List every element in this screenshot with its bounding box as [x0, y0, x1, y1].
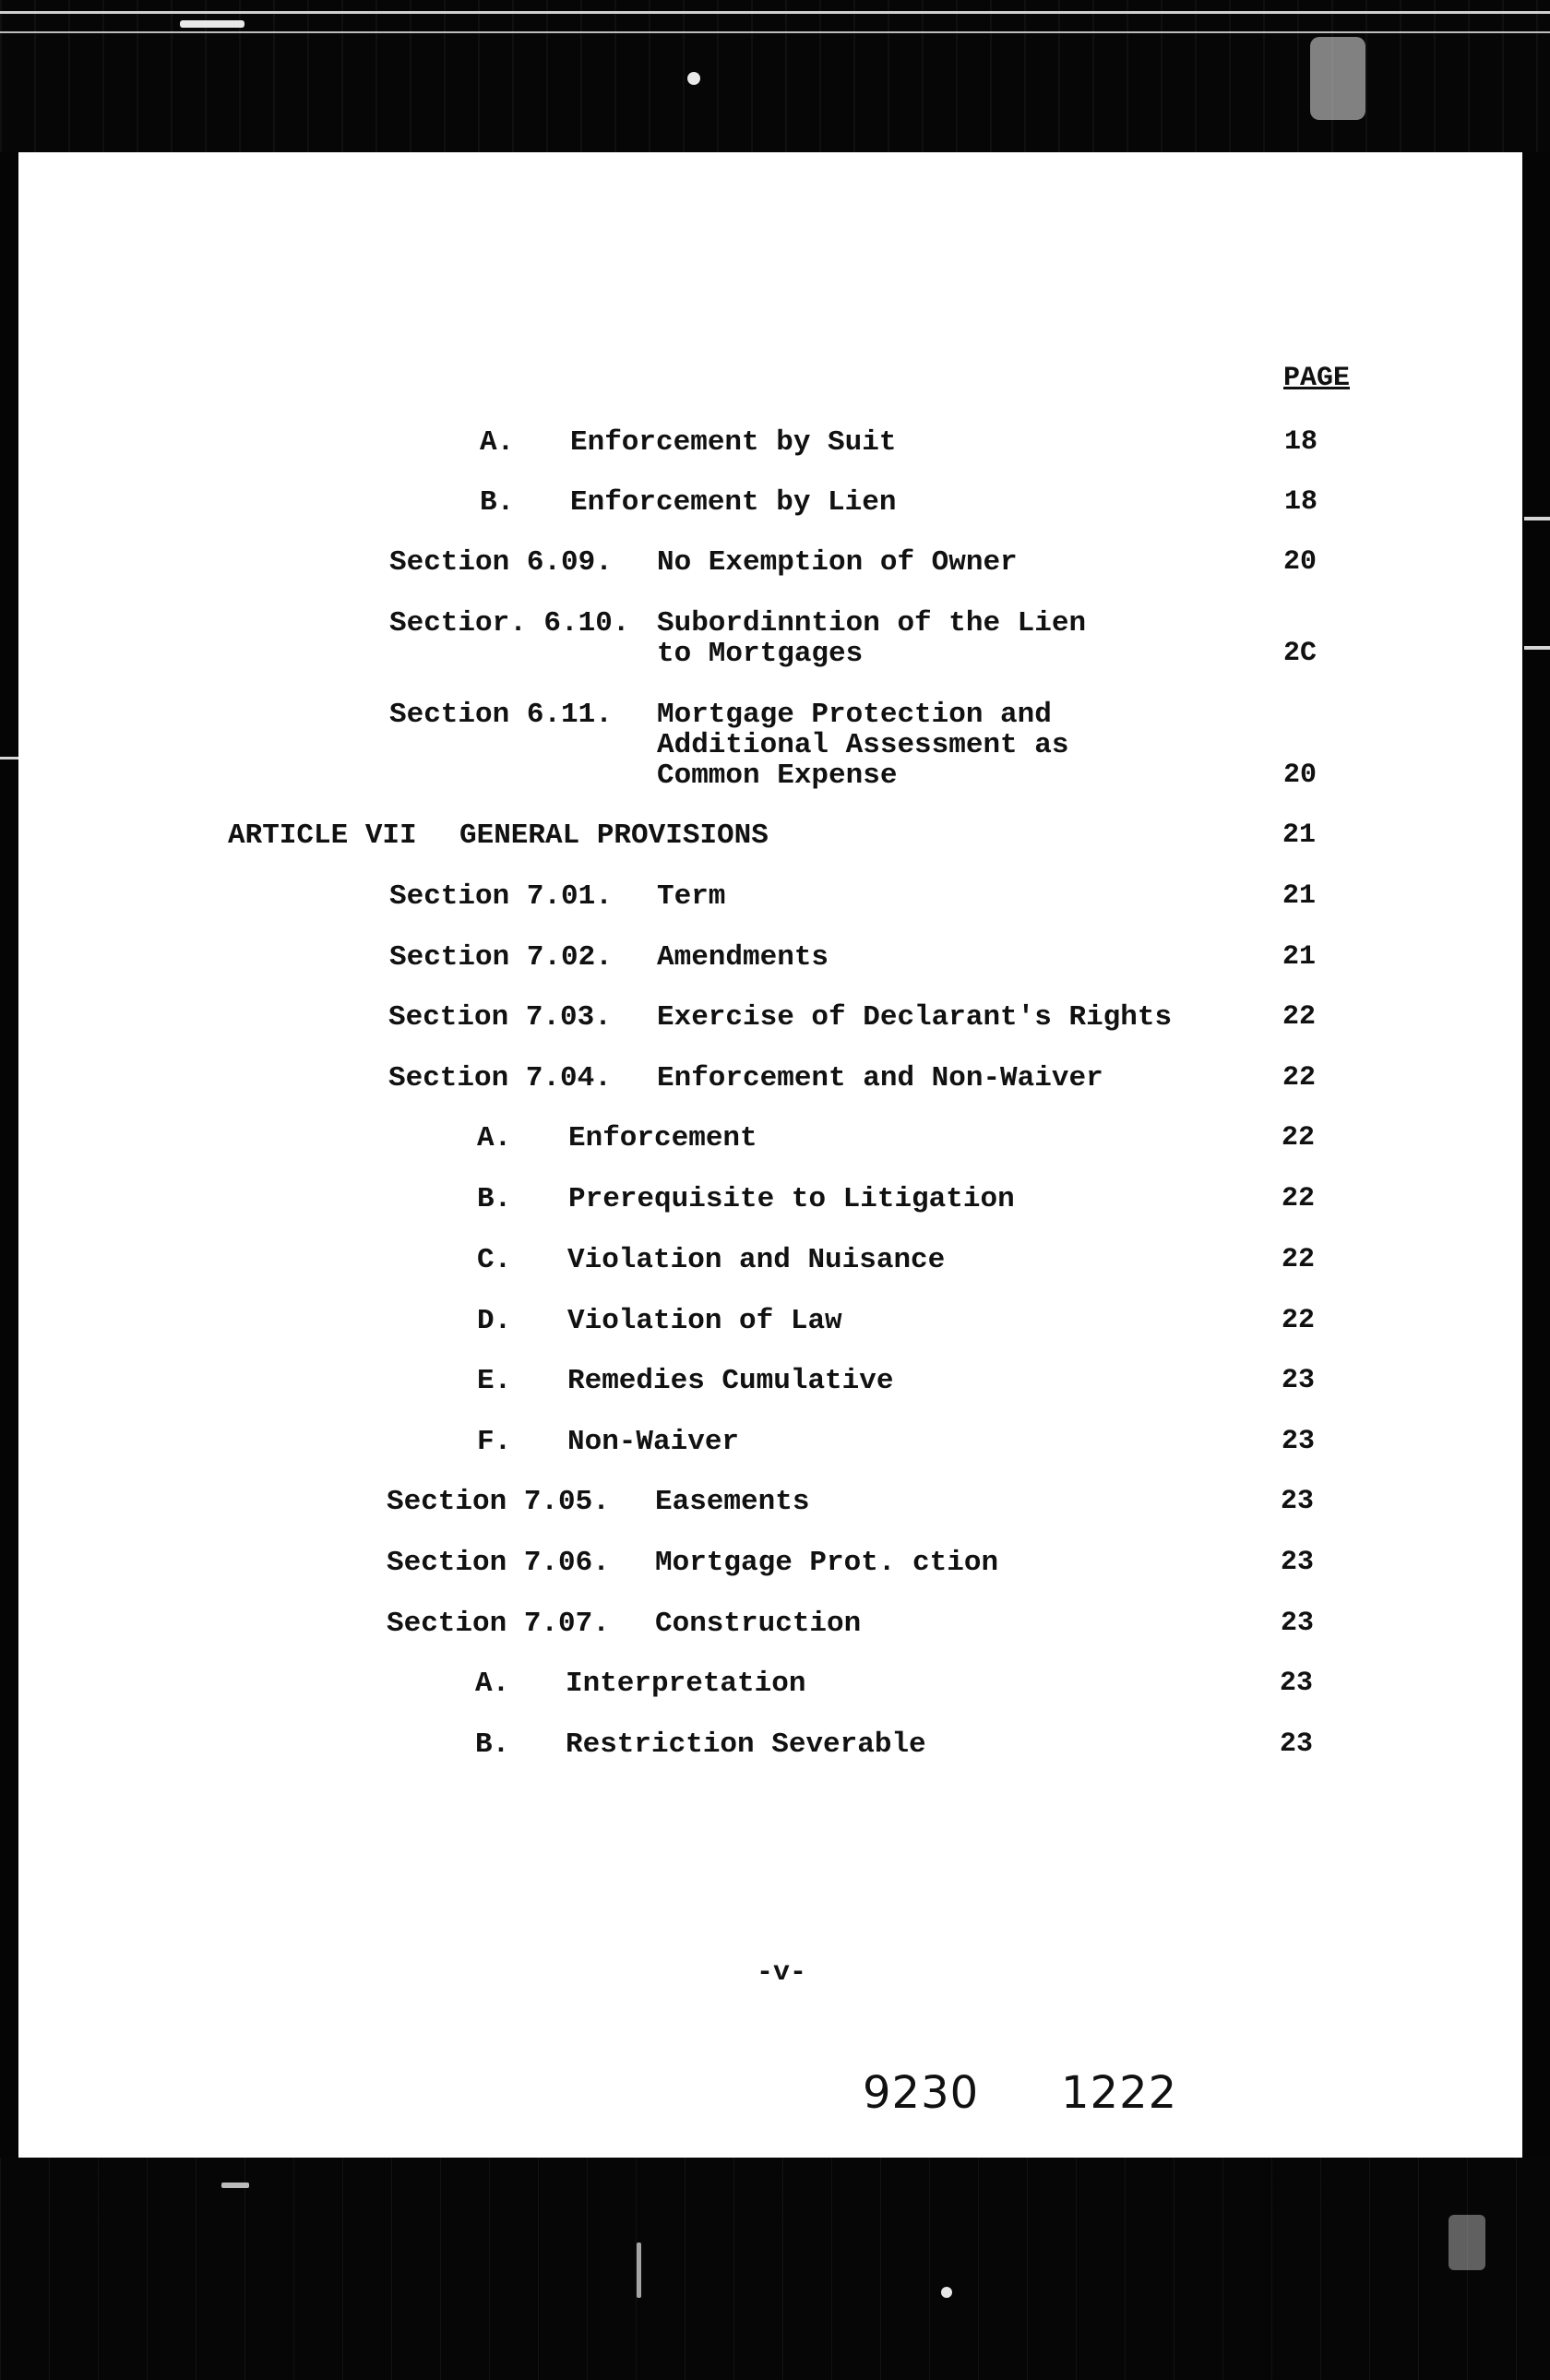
toc-entry-page: 2C [1283, 638, 1318, 669]
scan-speck [687, 72, 700, 85]
toc-entry-title: Enforcement [568, 1122, 757, 1154]
toc-entry-page: 22 [1282, 1244, 1316, 1275]
scan-edge-mark [1524, 517, 1550, 520]
toc-entry-page: 20 [1283, 546, 1318, 578]
toc-entry-page: 23 [1281, 1486, 1315, 1517]
toc-entry-label: Section 7.03. [388, 1001, 612, 1034]
toc-entry-title-continued: Common Expense [657, 759, 898, 792]
scan-rule [0, 11, 1550, 14]
toc-entry-title: Exercise of Declarant's Rights [657, 1001, 1173, 1034]
scan-speck [941, 2287, 952, 2298]
toc-entry-title-continued: to Mortgages [657, 638, 864, 670]
toc-entry-label: Section 7.02. [389, 941, 613, 974]
toc-entry-label: A. [480, 426, 515, 459]
toc-entry-label: C. [477, 1244, 512, 1276]
scan-rule [0, 31, 1550, 33]
toc-entry-page: 22 [1282, 1001, 1317, 1033]
toc-entry-page: 21 [1282, 819, 1317, 851]
toc-entry-label: B. [475, 1728, 510, 1761]
toc-entry-page: 23 [1282, 1426, 1316, 1457]
toc-entry-title: Violation of Law [567, 1305, 842, 1337]
scan-edge-mark [1524, 646, 1550, 650]
toc-article-title: GENERAL PROVISIONS [459, 819, 769, 852]
toc-entry-page: 20 [1283, 759, 1318, 791]
toc-entry-title: Easements [655, 1486, 810, 1518]
toc-entry-label: F. [477, 1426, 512, 1458]
scan-speck [637, 2242, 641, 2298]
toc-entry-label: Section 7.05. [387, 1486, 610, 1518]
page-marker: -v- [757, 1957, 807, 1989]
toc-entry-title: Term [657, 880, 726, 913]
toc-entry-title: Non-Waiver [567, 1426, 740, 1458]
toc-entry-title: Interpretation [566, 1668, 806, 1700]
toc-entry-title: Enforcement by Suit [570, 426, 897, 459]
toc-entry-label: A. [475, 1668, 510, 1700]
document-page [18, 152, 1522, 2158]
toc-entry-title: Enforcement by Lien [570, 486, 897, 519]
toc-entry-label: Section 7.04. [388, 1062, 612, 1094]
toc-entry-page: 22 [1282, 1305, 1316, 1336]
toc-entry-title: Mortgage Prot. ction [655, 1547, 999, 1579]
toc-entry-label: Section 7.01. [389, 880, 613, 913]
toc-entry-page: 21 [1282, 880, 1317, 912]
toc-entry-page: 23 [1280, 1728, 1314, 1760]
toc-entry-label: E. [477, 1365, 512, 1397]
toc-entry-page: 23 [1281, 1608, 1315, 1639]
toc-entry-label: D. [477, 1305, 512, 1337]
scan-speck [1449, 2215, 1485, 2270]
toc-entry-label: Section 6.09. [389, 546, 613, 579]
toc-entry-title-continued: Additional Assessment as [657, 729, 1069, 761]
toc-entry-title: Violation and Nuisance [567, 1244, 946, 1276]
toc-entry-page: 22 [1282, 1062, 1317, 1094]
scan-speck [221, 2183, 249, 2188]
toc-entry-title: No Exemption of Owner [657, 546, 1018, 579]
toc-entry-title: Prerequisite to Litigation [568, 1183, 1015, 1215]
toc-entry-page: 23 [1282, 1365, 1316, 1396]
toc-entry-page: 18 [1284, 426, 1318, 458]
toc-entry-label: Section 6.11. [389, 699, 613, 731]
page-column-header: PAGE [1283, 363, 1351, 394]
toc-entry-page: 23 [1281, 1547, 1315, 1578]
toc-entry-page: 21 [1282, 941, 1317, 973]
toc-entry-title: Enforcement and Non-Waiver [657, 1062, 1103, 1094]
scan-edge-mark [0, 757, 18, 759]
toc-entry-title: Mortgage Protection and [657, 699, 1052, 731]
scan-speck [1310, 37, 1365, 120]
toc-entry-label: Section 7.07. [387, 1608, 610, 1640]
document-number-left: 9230 [863, 2067, 980, 2119]
toc-entry-label: B. [480, 486, 515, 519]
toc-entry-page: 23 [1280, 1668, 1314, 1699]
toc-entry-label: B. [477, 1183, 512, 1215]
toc-entry-page: 22 [1282, 1122, 1316, 1154]
toc-entry-label: A. [477, 1122, 512, 1154]
toc-entry-page: 22 [1282, 1183, 1316, 1214]
toc-entry-label: Sectior. 6.10. [389, 607, 630, 640]
scan-speck [180, 20, 244, 28]
toc-entry-title: Remedies Cumulative [567, 1365, 894, 1397]
toc-entry-page: 18 [1284, 486, 1318, 518]
toc-article-label: ARTICLE VII [228, 819, 417, 852]
toc-entry-title: Restriction Severable [566, 1728, 926, 1761]
toc-entry-title: Amendments [657, 941, 829, 974]
toc-entry-title: Construction [655, 1608, 862, 1640]
document-number-right: 1222 [1061, 2067, 1178, 2119]
toc-entry-label: Section 7.06. [387, 1547, 610, 1579]
scan-border-bottom [0, 2158, 1550, 2380]
toc-entry-title: Subordinntion of the Lien [657, 607, 1087, 640]
